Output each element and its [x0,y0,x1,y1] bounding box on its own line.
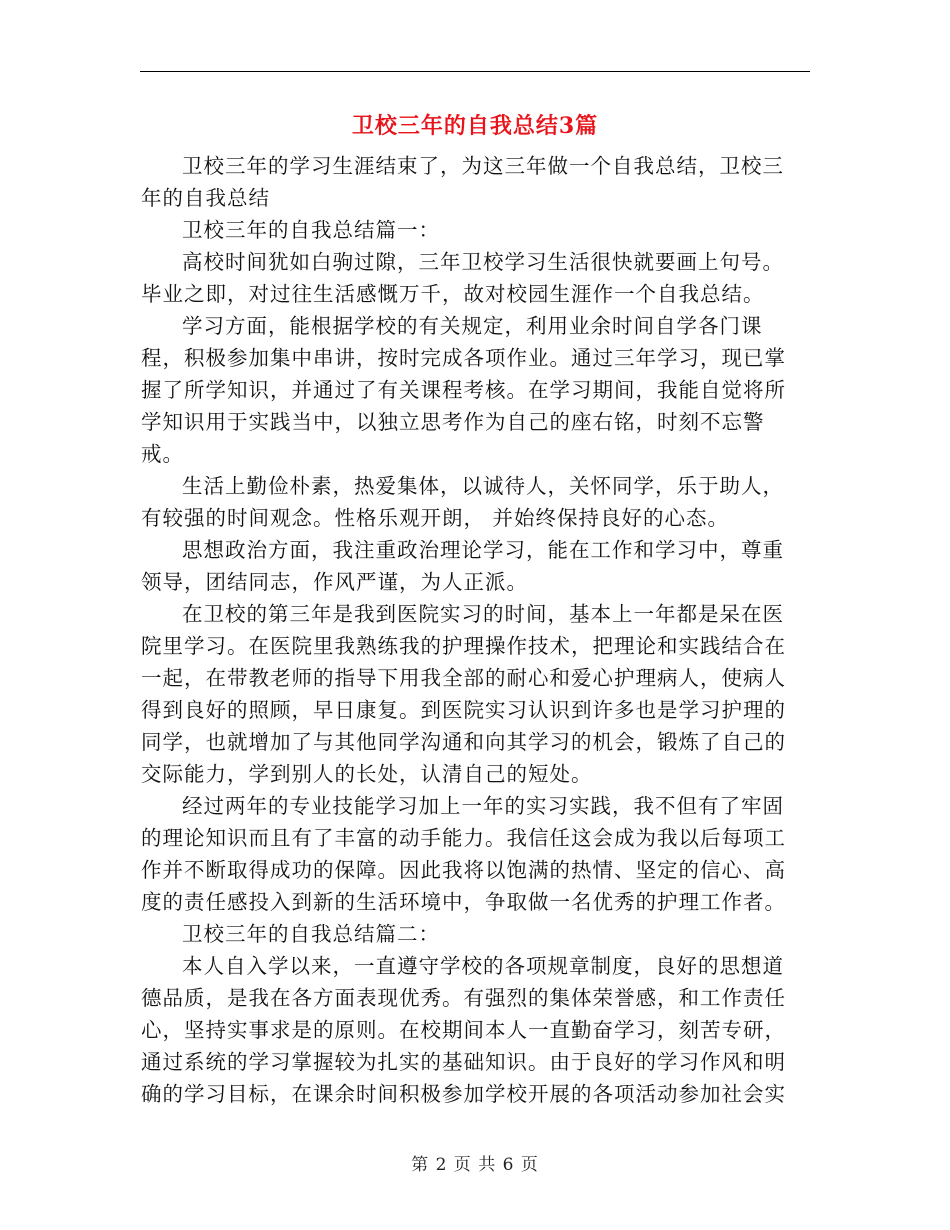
section-heading-2: 卫校三年的自我总结篇二： [182,922,440,946]
page-number: 第 2 页 共 6 页 [411,1155,539,1175]
paragraph: 生活上勤俭朴素，热爱集体，以诚待人，关怀同学，乐于助人，有较强的时间观念。性格乐观开朗， 并始终保持良好的心态。 [141,474,784,530]
paragraph: 学习方面，能根据学校的有关规定，利用业余时间自学各门课程，积极参加集中串讲，按时完成各项作业。通过三年学习，现已掌握了所学知识，并通过了有关课程考核。在学习期间，我能自觉将所学知识用于实践当中，以独立思考作为自己的座右铭，时刻不忘警戒。 [141,314,786,466]
document-body [141,150,801,1110]
paragraph-intro: 卫校三年的学习生涯结束了，为这三年做一个自我总结，卫校三年的自我总结 [141,154,784,210]
paragraph: 在卫校的第三年是我到医院实习的时间，基本上一年都是呆在医院里学习。在医院里我熟练我的护理操作技术，把理论和实践结合在一起，在带教老师的指导下用我全部的耐心和爱心护理病人，使病人得到良好的照顾，早日康复。到医院实习认识到许多也是学习护理的同学，也就增加了与其他同学沟通和向其学习的机会，锻炼了自己的交际能力，学到别人的长处，认清自己的短处。 [141,602,786,786]
section-heading-1: 卫校三年的自我总结篇一： [182,218,440,242]
paragraph: 高校时间犹如白驹过隙，三年卫校学习生活很快就要画上句号。毕业之即，对过往生活感慨万千，故对校园生涯作一个自我总结。 [141,250,784,306]
header-rule [140,71,810,72]
paragraph: 思想政治方面，我注重政治理论学习，能在工作和学习中，尊重领导，团结同志，作风严谨，为人正派。 [141,538,784,594]
paragraph: 本人自入学以来，一直遵守学校的各项规章制度，良好的思想道德品质，是我在各方面表现优秀。有强烈的集体荣誉感，和工作责任心，坚持实事求是的原则。在校期间本人一直勤奋学习，刻苦专研，通过系统的学习掌握较为扎实的基础知识。由于良好的学习作风和明确的学习目标，在课余时间积极参加学校开展的各项活动参加社会实 [141,954,786,1106]
paragraph: 经过两年的专业技能学习加上一年的实习实践，我不但有了牢固的理论知识而且有了丰富的动手能力。我信任这会成为我以后每项工作并不断取得成功的保障。因此我将以饱满的热情、坚定的信心、高度的责任感投入到新的生活环境中，争取做一名优秀的护理工作者。 [141,794,786,914]
document-title: 卫校三年的自我总结3篇 [351,113,599,139]
